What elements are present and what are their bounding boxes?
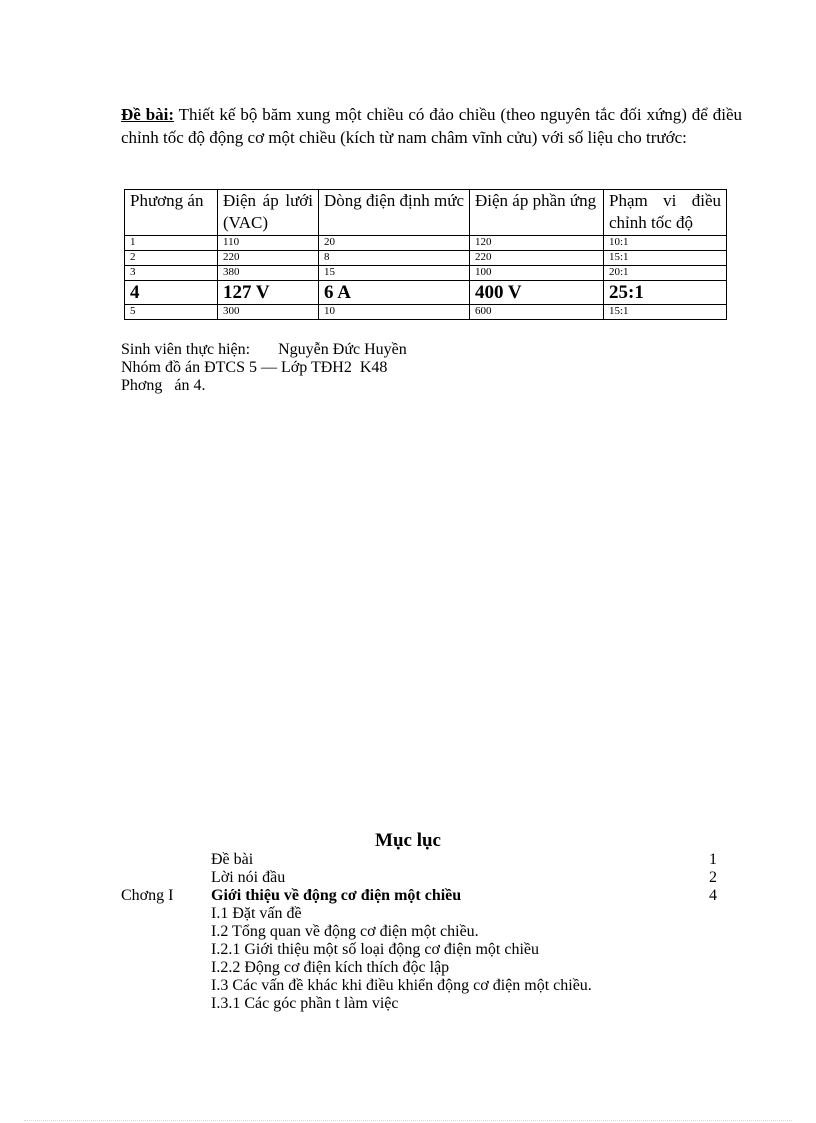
table-cell: 10:1 bbox=[604, 236, 727, 251]
table-row bbox=[125, 251, 727, 266]
table-cell: 5 bbox=[125, 305, 218, 320]
student-info bbox=[121, 341, 407, 395]
toc-item-page: 1 bbox=[709, 851, 717, 868]
table-row bbox=[125, 305, 727, 320]
table-cell: 400 V bbox=[470, 281, 604, 305]
table-cell: 120 bbox=[470, 236, 604, 251]
table-row-selected bbox=[125, 281, 727, 305]
toc-item-text: I.2.1 Giới thiệu một số loại động cơ điện một chiều bbox=[211, 941, 539, 958]
table-cell: 10 bbox=[319, 305, 470, 320]
table-cell: 380 bbox=[218, 266, 319, 281]
toc-item-text: I.2 Tổng quan về động cơ điện một chiều. bbox=[211, 923, 479, 940]
toc-chapter-prefix: Chơng I bbox=[121, 887, 174, 904]
table-cell: 15:1 bbox=[604, 251, 727, 266]
toc-item-text: I.2.2 Động cơ điện kích thích độc lập bbox=[211, 959, 450, 976]
header-cell: Điện áp phần ứng bbox=[470, 190, 604, 236]
table-cell: 1 bbox=[125, 236, 218, 251]
table-cell: 20:1 bbox=[604, 266, 727, 281]
table-header-row bbox=[125, 190, 727, 236]
toc-item-text: Đề bài bbox=[211, 851, 254, 868]
table-cell: 220 bbox=[218, 251, 319, 266]
student-line: Sinh viên thực hiện: Nguyễn Đức Huyền bbox=[121, 341, 407, 358]
table-cell: 300 bbox=[218, 305, 319, 320]
header-cell: Dòng điện định mức bbox=[319, 190, 470, 236]
table-cell: 2 bbox=[125, 251, 218, 266]
table-cell: 25:1 bbox=[604, 281, 727, 305]
toc-item-page: 4 bbox=[709, 887, 717, 904]
header-cell: Điện áp lưới (VAC) bbox=[218, 190, 319, 236]
table-row bbox=[125, 266, 727, 281]
group-line: Nhóm đồ án ĐTCS 5 — Lớp TĐH2 K48 bbox=[121, 359, 388, 376]
table-cell: 127 V bbox=[218, 281, 319, 305]
header-cell: Phạm vi điều chỉnh tốc độ bbox=[604, 190, 727, 236]
problem-statement bbox=[121, 103, 742, 149]
table-cell: 600 bbox=[470, 305, 604, 320]
toc-title: Mục lục bbox=[375, 830, 441, 851]
table-cell: 100 bbox=[470, 266, 604, 281]
toc-item-page: 2 bbox=[709, 869, 717, 886]
table-cell: 110 bbox=[218, 236, 319, 251]
table-cell: 15:1 bbox=[604, 305, 727, 320]
table-cell: 6 A bbox=[319, 281, 470, 305]
table-cell: 20 bbox=[319, 236, 470, 251]
toc-item-text: Lời nói đầu bbox=[211, 869, 286, 886]
toc-item-text: Giới thiệu về động cơ điện một chiều bbox=[211, 887, 462, 904]
table-row bbox=[125, 236, 727, 251]
option-line: Phơng án 4. bbox=[121, 377, 206, 394]
table-cell: 8 bbox=[319, 251, 470, 266]
table-cell: 15 bbox=[319, 266, 470, 281]
page-bottom-divider bbox=[24, 1120, 792, 1121]
header-cell: Phương án bbox=[125, 190, 218, 236]
table-cell: 4 bbox=[125, 281, 218, 305]
spec-table bbox=[124, 189, 727, 320]
table-cell: 3 bbox=[125, 266, 218, 281]
problem-label: Đề bài: bbox=[121, 105, 175, 124]
toc-item-text: I.1 Đặt vấn đề bbox=[211, 905, 302, 922]
table-cell: 220 bbox=[470, 251, 604, 266]
toc-item-text: I.3.1 Các góc phần t làm việc bbox=[211, 995, 399, 1012]
toc-item-text: I.3 Các vấn đề khác khi điều khiển động cơ điện một chiều. bbox=[211, 977, 592, 994]
problem-text: Thiết kế bộ băm xung một chiều có đảo chiều (theo nguyên tắc đối xứng) để điều chỉnh tốc độ động cơ một chiều (kích từ nam châm vĩnh cửu) với số liệu cho trước: bbox=[121, 105, 742, 147]
